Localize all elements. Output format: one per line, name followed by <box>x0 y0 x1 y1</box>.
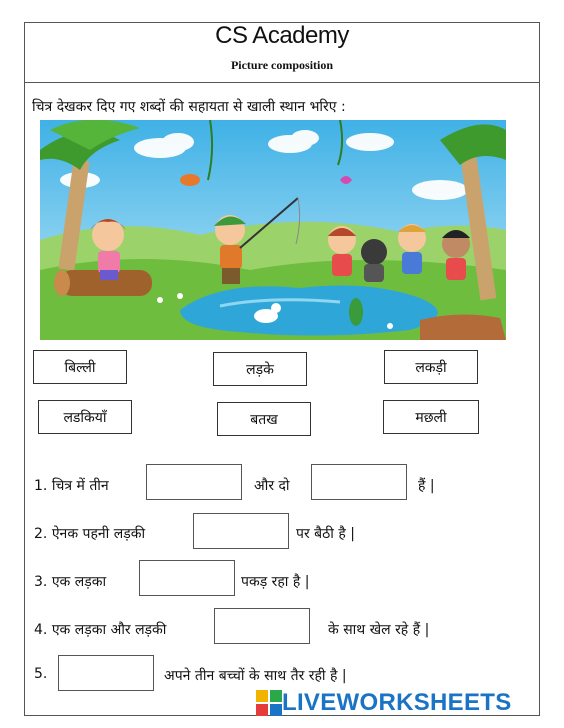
question-text: और दो <box>254 478 290 494</box>
logo-wordmark: LIVEWORKSHEETS <box>282 689 512 716</box>
word-bank-item-ladkiyan: लडकियाँ <box>38 400 132 434</box>
header-divider <box>24 82 540 83</box>
question-5 <box>34 666 47 682</box>
word-bank-item-billi: बिल्ली <box>33 350 127 384</box>
question-text: ऐनक पहनी लड़की <box>51 526 146 542</box>
question-text: पर बैठी है | <box>296 526 355 542</box>
question-text: पकड़ रहा है | <box>241 574 310 590</box>
question-number: 1. <box>34 478 48 494</box>
question-number: 4. <box>34 622 48 638</box>
liveworksheets-logo <box>256 688 512 718</box>
question-1 <box>34 476 109 495</box>
answer-blank-2[interactable] <box>193 513 289 549</box>
question-2 <box>34 524 145 543</box>
question-number: 3. <box>34 574 48 590</box>
word-bank-item-lakdi: लकड़ी <box>384 350 478 384</box>
answer-blank-3[interactable] <box>139 560 235 596</box>
answer-blank-4[interactable] <box>214 608 310 644</box>
liveworksheets-logo-icon <box>256 690 282 716</box>
worksheet-subtitle: Picture composition <box>230 58 334 72</box>
answer-blank-1a[interactable] <box>146 464 242 500</box>
question-text: के साथ खेल रहे हैं | <box>328 622 430 638</box>
question-text: अपने तीन बच्चों के साथ तैर रही है | <box>164 668 347 684</box>
question-4 <box>34 620 166 639</box>
word-bank-item-batakh: बतख <box>217 402 311 436</box>
instruction-text: चित्र देखकर दिए गए शब्दों की सहायता से खाली स्थान भरिए : <box>32 99 346 115</box>
question-text: एक लड़का और लड़की <box>51 622 167 638</box>
answer-blank-5[interactable] <box>58 655 154 691</box>
question-text: चित्र में तीन <box>51 478 109 494</box>
question-3 <box>34 572 106 591</box>
brand-title: CS Academy <box>215 22 349 49</box>
question-text: हैं | <box>418 478 435 494</box>
question-text: एक लड़का <box>51 574 107 590</box>
question-number: 5. <box>34 666 48 682</box>
word-bank-item-ladke: लड़के <box>213 352 307 386</box>
word-bank-item-machhli: मछली <box>383 400 479 434</box>
answer-blank-1b[interactable] <box>311 464 407 500</box>
picture-illustration <box>40 120 506 340</box>
question-number: 2. <box>34 526 48 542</box>
